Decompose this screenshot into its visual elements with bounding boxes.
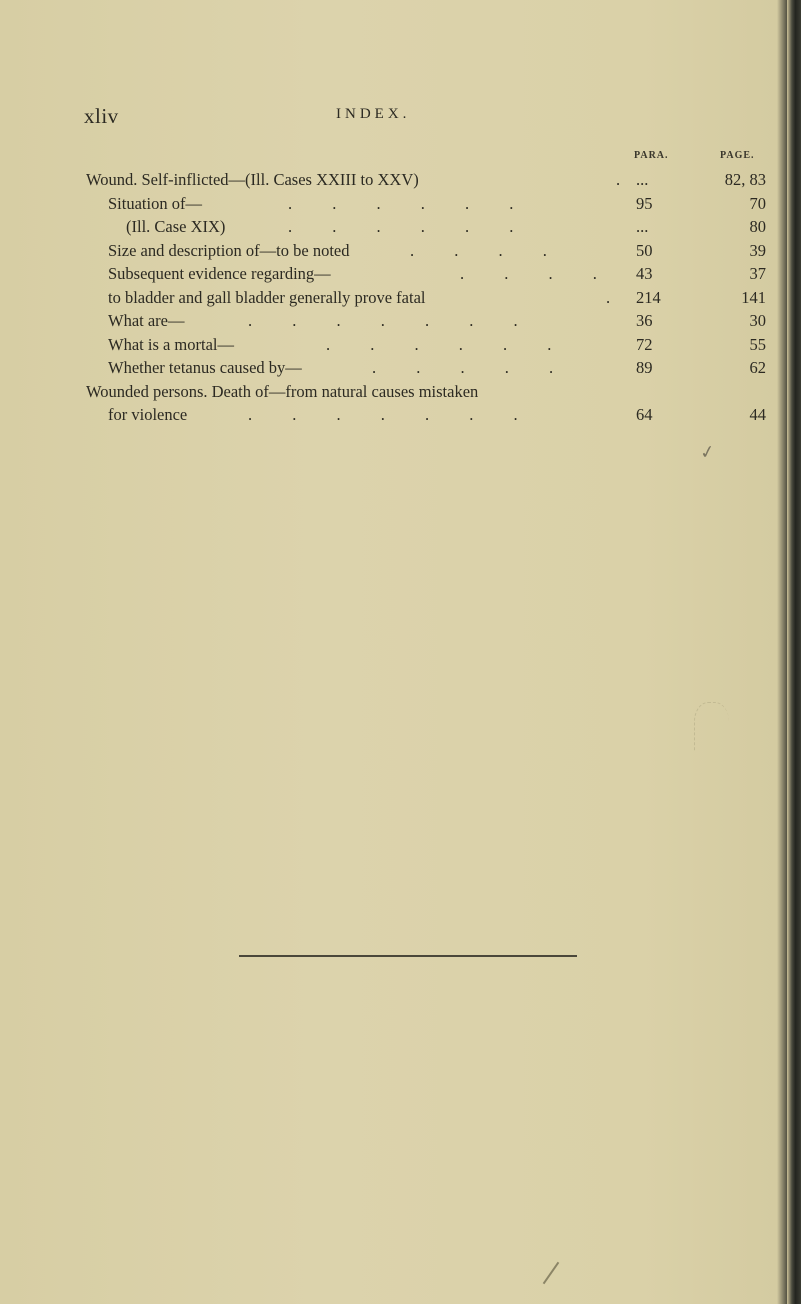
index-entry: [0, 239, 801, 263]
entry-para: 64: [636, 405, 653, 424]
entry-page: 70: [749, 193, 766, 213]
running-title: INDEX.: [336, 106, 411, 122]
index-entry: [0, 356, 801, 380]
page-folio: xliv: [84, 104, 119, 128]
index-entry: [0, 333, 801, 357]
ink-mark: ✓: [698, 440, 717, 464]
column-header-para: PARA.: [634, 150, 669, 161]
index-entry: [0, 286, 801, 310]
entry-page: 55: [749, 334, 766, 354]
entry-label: Situation of—: [108, 193, 202, 213]
entry-para: 89: [636, 358, 653, 377]
entry-label: to bladder and gall bladder generally prove fatal: [108, 287, 426, 307]
entry-label: Wound. Self-inflicted—(Ill. Cases XXIII to XXV): [86, 170, 419, 189]
entry-page: 39: [749, 240, 766, 260]
paper-stain: [694, 702, 729, 751]
entry-page: 141: [741, 287, 766, 307]
page-end-rule: [239, 955, 577, 957]
entry-leader: . . . . . .: [326, 334, 552, 354]
index-entry: [0, 380, 801, 404]
entry-leader: . . . . . . .: [248, 405, 518, 424]
pencil-stroke: [543, 1262, 560, 1284]
entry-para: 36: [636, 311, 653, 330]
entry-leader: . . . . . .: [288, 193, 514, 213]
entry-leader: . . . . .: [372, 358, 554, 377]
entry-leader: . . . . . .: [288, 217, 514, 236]
entry-para: 50: [636, 240, 653, 260]
entry-label: Whether tetanus caused by—: [108, 358, 302, 377]
index-entry: [0, 215, 801, 239]
entry-page: 37: [749, 264, 766, 283]
entry-para: ...: [636, 217, 649, 236]
entry-label: Size and description of—to be noted: [108, 240, 350, 260]
entry-page: 80: [749, 217, 766, 236]
entry-page: 30: [749, 311, 766, 330]
entry-leader: .: [606, 287, 611, 307]
entry-label: (Ill. Case XIX): [126, 217, 226, 236]
entry-para: 72: [636, 334, 653, 354]
entry-leader: . . . .: [460, 264, 597, 283]
index-entry: [0, 168, 801, 192]
entry-label: What are—: [108, 311, 185, 330]
entry-para: 43: [636, 264, 653, 283]
column-header-page: PAGE.: [720, 150, 755, 161]
entry-page: 82, 83: [724, 170, 766, 189]
entry-page: 62: [749, 358, 766, 377]
entry-leader: . . . . . . .: [248, 311, 518, 330]
index-entry: [0, 403, 801, 427]
entry-page: 44: [749, 405, 766, 424]
entry-para: 95: [636, 193, 653, 213]
entry-leader: .: [616, 170, 621, 189]
index-entry: [0, 309, 801, 333]
entry-label: What is a mortal—: [108, 334, 235, 354]
entry-para: 214: [636, 287, 661, 307]
entry-label: for violence: [108, 405, 188, 424]
page-header: [84, 104, 724, 134]
entry-label: Wounded persons. Death of—from natural causes mistaken: [86, 381, 479, 401]
index-entry: [0, 262, 801, 286]
entry-para: ...: [636, 170, 649, 189]
index-entry: [0, 192, 801, 216]
entry-leader: . . . .: [410, 240, 547, 260]
entry-label: Subsequent evidence regarding—: [108, 264, 331, 283]
